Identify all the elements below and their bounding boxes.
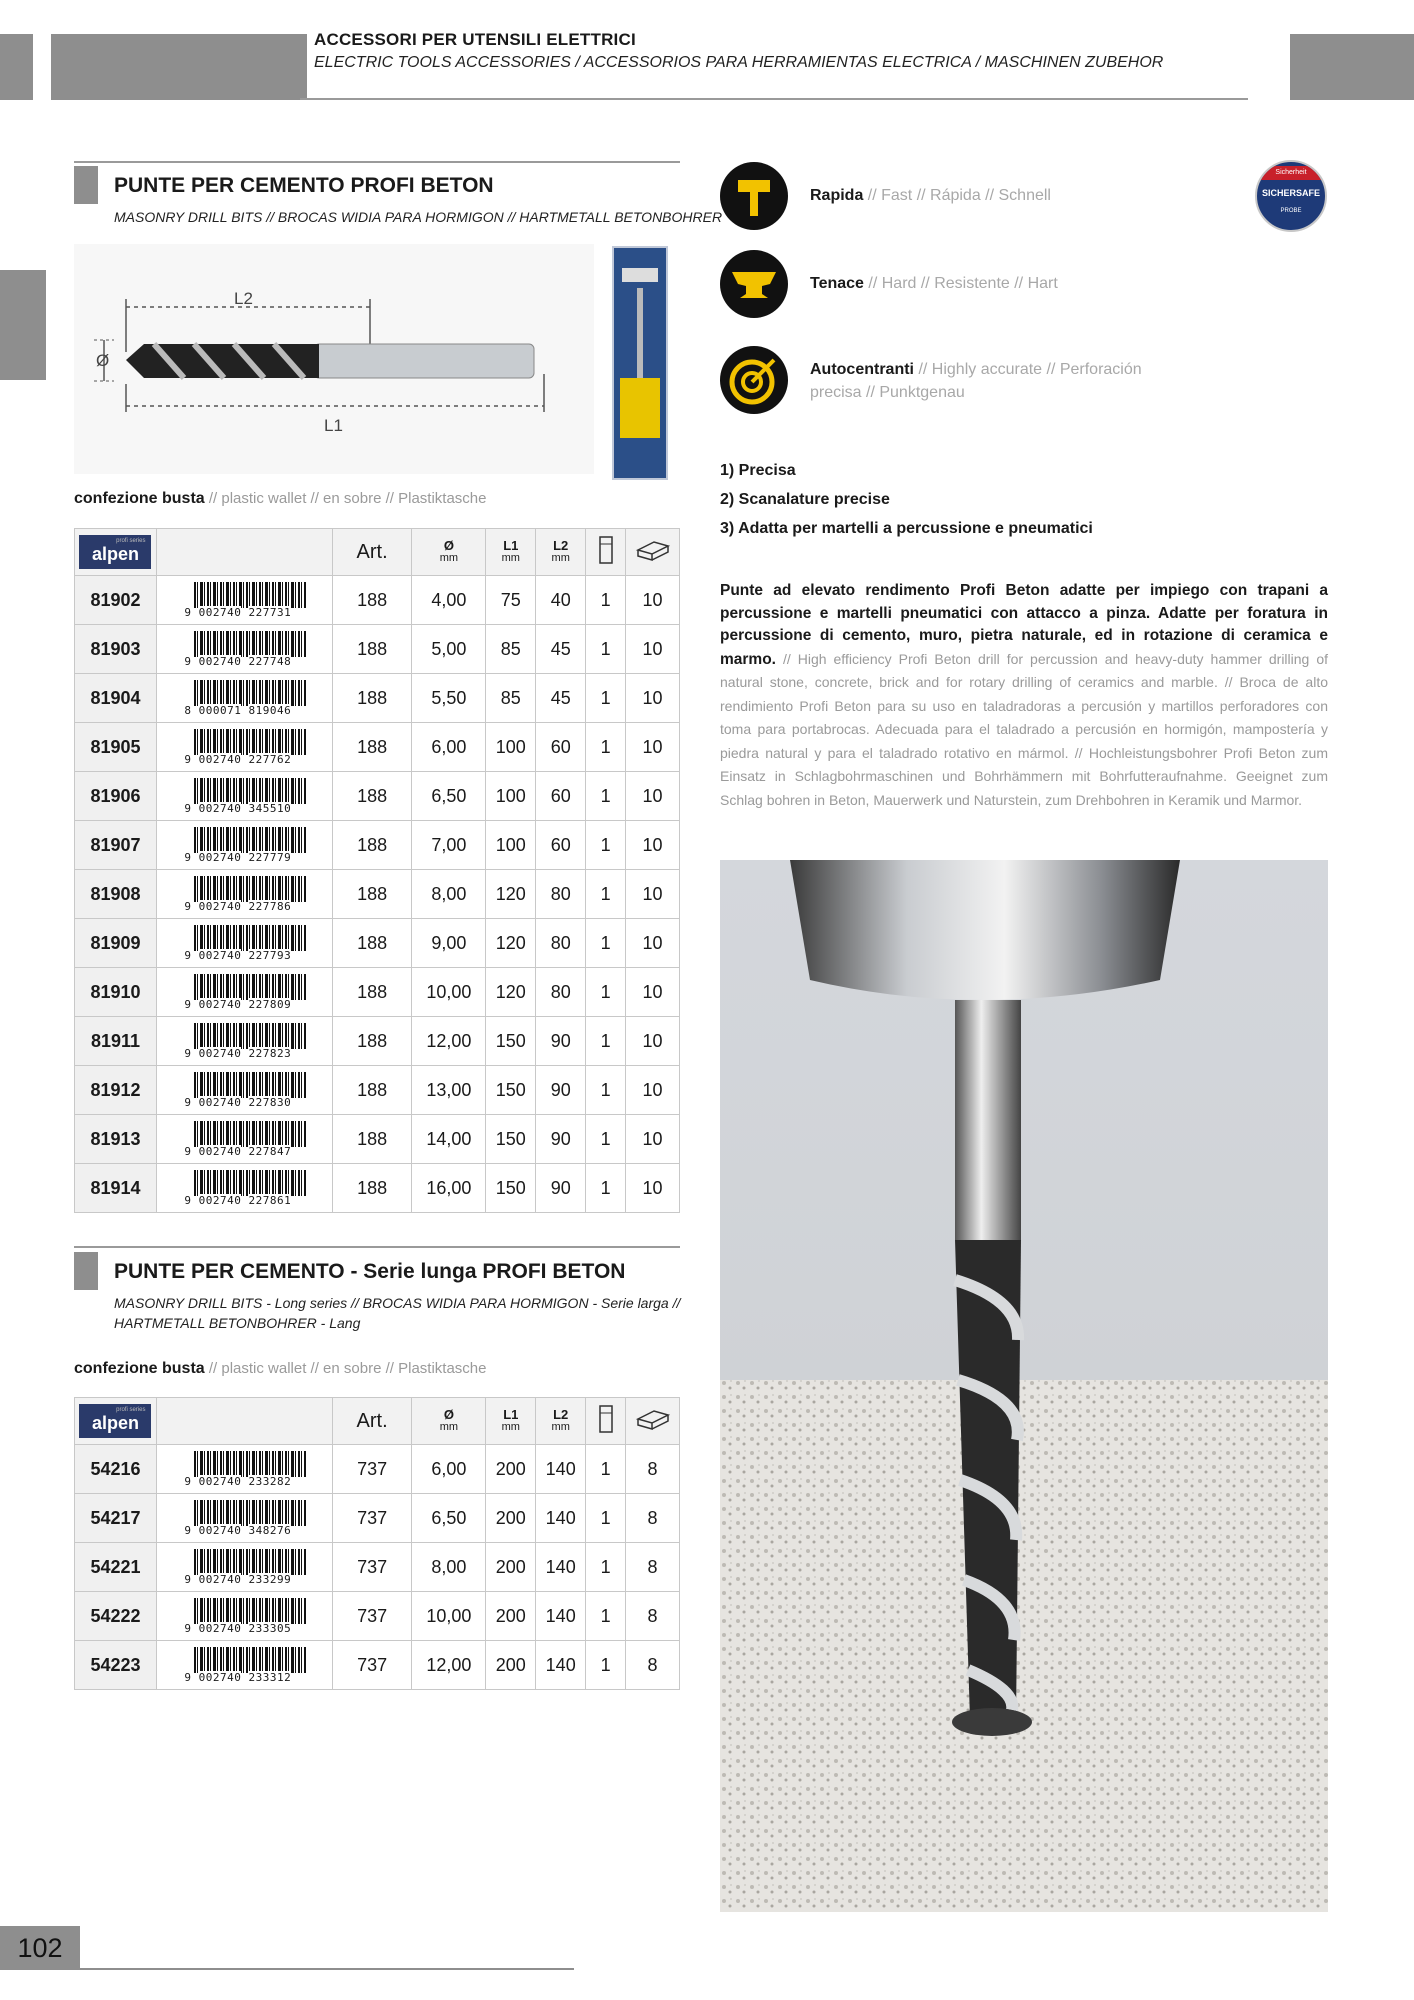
barcode: 9 002740 227847 bbox=[156, 1115, 332, 1164]
box-qty: 10 bbox=[626, 919, 680, 968]
table-row bbox=[75, 919, 680, 968]
box-qty: 10 bbox=[626, 576, 680, 625]
l1-value: 120 bbox=[486, 919, 536, 968]
box-qty: 8 bbox=[626, 1592, 680, 1641]
barcode: 9 002740 233299 bbox=[156, 1543, 332, 1592]
section2-marker bbox=[74, 1252, 98, 1290]
barcode: 9 002740 227830 bbox=[156, 1066, 332, 1115]
pack-qty: 1 bbox=[586, 1164, 626, 1213]
box-qty: 8 bbox=[626, 1445, 680, 1494]
drill-photo-svg bbox=[720, 860, 1328, 1912]
l2-value: 45 bbox=[536, 674, 586, 723]
art-number: 188 bbox=[332, 1017, 412, 1066]
art-number: 188 bbox=[332, 919, 412, 968]
label-diameter: Ø bbox=[96, 351, 110, 370]
section1-title: PUNTE PER CEMENTO PROFI BETON bbox=[114, 174, 494, 197]
diameter-value: 6,00 bbox=[412, 723, 486, 772]
diameter-value: 13,00 bbox=[412, 1066, 486, 1115]
footer-line bbox=[0, 1968, 574, 1970]
article-code: 54222 bbox=[75, 1592, 157, 1641]
pack-qty: 1 bbox=[586, 821, 626, 870]
table-row bbox=[75, 625, 680, 674]
unit-pack-icon bbox=[586, 529, 626, 576]
article-code: 54221 bbox=[75, 1543, 157, 1592]
l1-value: 100 bbox=[486, 723, 536, 772]
art-number: 737 bbox=[332, 1543, 412, 1592]
barcode: 9 002740 233282 bbox=[156, 1445, 332, 1494]
diameter-value: 8,00 bbox=[412, 1543, 486, 1592]
section2-title: PUNTE PER CEMENTO - Serie lunga PROFI BETON bbox=[114, 1260, 626, 1283]
diameter-value: 10,00 bbox=[412, 1592, 486, 1641]
barcode: 9 002740 227762 bbox=[156, 723, 332, 772]
table-row bbox=[75, 1543, 680, 1592]
art-number: 188 bbox=[332, 674, 412, 723]
table-row bbox=[75, 674, 680, 723]
barcode: 9 002740 227809 bbox=[156, 968, 332, 1017]
section1-divider bbox=[74, 161, 680, 163]
table-row bbox=[75, 1641, 680, 1690]
diameter-value: 5,00 bbox=[412, 625, 486, 674]
l1-value: 75 bbox=[486, 576, 536, 625]
box-qty: 10 bbox=[626, 1164, 680, 1213]
box-icon bbox=[626, 1398, 680, 1445]
table-header-row bbox=[75, 1398, 680, 1445]
table-row bbox=[75, 576, 680, 625]
diameter-value: 9,00 bbox=[412, 919, 486, 968]
section1-marker bbox=[74, 166, 98, 204]
sichersafe-badge bbox=[1255, 160, 1327, 232]
barcode: 8 000071 819046 bbox=[156, 674, 332, 723]
badge-main: SICHERSAFE bbox=[1261, 188, 1320, 198]
art-number: 737 bbox=[332, 1445, 412, 1494]
pack-qty: 1 bbox=[586, 1592, 626, 1641]
section2-packaging bbox=[74, 1360, 486, 1378]
badge-top: Sicherheit bbox=[1257, 166, 1325, 180]
section1-subtitle: MASONRY DRILL BITS // BROCAS WIDIA PARA HORMIGON // HARTMETALL BETONBOHRER bbox=[114, 209, 723, 225]
box-qty: 10 bbox=[626, 1017, 680, 1066]
table-row bbox=[75, 1115, 680, 1164]
table-row bbox=[75, 821, 680, 870]
drill-diagram-svg bbox=[74, 244, 594, 474]
box-qty: 8 bbox=[626, 1494, 680, 1543]
brand-logo: profi series alpen bbox=[75, 1398, 157, 1445]
diameter-value: 6,50 bbox=[412, 772, 486, 821]
diameter-value: 6,50 bbox=[412, 1494, 486, 1543]
l1-value: 120 bbox=[486, 870, 536, 919]
l2-value: 90 bbox=[536, 1164, 586, 1213]
package-label bbox=[622, 268, 658, 282]
table-row bbox=[75, 1592, 680, 1641]
l2-value: 90 bbox=[536, 1017, 586, 1066]
article-code: 81905 bbox=[75, 723, 157, 772]
header-subtitle: ELECTRIC TOOLS ACCESSORIES / ACCESSORIOS PARA HERRAMIENTAS ELECTRICA / MASCHINEN ZUBEHOR bbox=[314, 54, 1164, 71]
diameter-value: 5,50 bbox=[412, 674, 486, 723]
corner-tab-left bbox=[0, 34, 33, 100]
section2-subtitle-line1: MASONRY DRILL BITS - Long series // BROCAS WIDIA PARA HORMIGON - Serie larga // bbox=[114, 1295, 681, 1311]
label-l1: L1 bbox=[324, 416, 343, 435]
l1-value: 200 bbox=[486, 1592, 536, 1641]
page-number: 102 bbox=[0, 1926, 80, 1968]
art-number: 188 bbox=[332, 821, 412, 870]
unit-pack-icon bbox=[586, 1398, 626, 1445]
pack-qty: 1 bbox=[586, 1543, 626, 1592]
box-qty: 8 bbox=[626, 1641, 680, 1690]
pack-translations: // plastic wallet // en sobre // Plastiktasche bbox=[204, 490, 487, 507]
section1-packaging bbox=[74, 490, 486, 508]
art-number: 737 bbox=[332, 1494, 412, 1543]
pack-qty: 1 bbox=[586, 919, 626, 968]
pack-qty: 1 bbox=[586, 1017, 626, 1066]
label-l2: L2 bbox=[234, 289, 253, 308]
pack-qty: 1 bbox=[586, 674, 626, 723]
feature-list-item-3: 3) Adatta per martelli a percussione e pneumatici bbox=[720, 520, 1093, 537]
pack-qty: 1 bbox=[586, 870, 626, 919]
art-number: 188 bbox=[332, 870, 412, 919]
article-code: 81913 bbox=[75, 1115, 157, 1164]
box-qty: 10 bbox=[626, 1066, 680, 1115]
package-image bbox=[612, 246, 668, 480]
l1-value: 85 bbox=[486, 674, 536, 723]
art-number: 188 bbox=[332, 968, 412, 1017]
l2-value: 140 bbox=[536, 1494, 586, 1543]
l1-value: 200 bbox=[486, 1494, 536, 1543]
box-qty: 10 bbox=[626, 1115, 680, 1164]
l1-value: 200 bbox=[486, 1543, 536, 1592]
art-number: 188 bbox=[332, 772, 412, 821]
box-qty: 10 bbox=[626, 772, 680, 821]
table-row bbox=[75, 723, 680, 772]
section2-divider bbox=[74, 1246, 680, 1248]
barcode: 9 002740 227823 bbox=[156, 1017, 332, 1066]
col-diameter: Ø mm bbox=[412, 529, 486, 576]
l1-value: 100 bbox=[486, 821, 536, 870]
pack-translations: // plastic wallet // en sobre // Plastiktasche bbox=[204, 1360, 487, 1377]
art-number: 188 bbox=[332, 576, 412, 625]
table-row bbox=[75, 1066, 680, 1115]
table-row bbox=[75, 1494, 680, 1543]
art-number: 188 bbox=[332, 1066, 412, 1115]
feature-autocentranti: Autocentranti // Highly accurate // Perforación precisa // Punktgenau bbox=[810, 361, 1142, 401]
l2-value: 90 bbox=[536, 1115, 586, 1164]
col-art: Art. bbox=[332, 1398, 412, 1445]
box-qty: 10 bbox=[626, 674, 680, 723]
l2-value: 60 bbox=[536, 772, 586, 821]
hammer-icon bbox=[720, 162, 788, 230]
diameter-value: 6,00 bbox=[412, 1445, 486, 1494]
header-title: ACCESSORI PER UTENSILI ELETTRICI bbox=[314, 30, 636, 49]
article-code: 54217 bbox=[75, 1494, 157, 1543]
l2-value: 90 bbox=[536, 1066, 586, 1115]
article-code: 81908 bbox=[75, 870, 157, 919]
barcode: 9 002740 233312 bbox=[156, 1641, 332, 1690]
section2-subtitle-line2: HARTMETALL BETONBOHRER - Lang bbox=[114, 1315, 361, 1331]
diameter-value: 16,00 bbox=[412, 1164, 486, 1213]
table-row bbox=[75, 1164, 680, 1213]
article-code: 81902 bbox=[75, 576, 157, 625]
l2-value: 40 bbox=[536, 576, 586, 625]
l1-value: 150 bbox=[486, 1066, 536, 1115]
l2-value: 140 bbox=[536, 1592, 586, 1641]
l1-value: 150 bbox=[486, 1115, 536, 1164]
barcode: 9 002740 227786 bbox=[156, 870, 332, 919]
diameter-value: 4,00 bbox=[412, 576, 486, 625]
drill-diagram bbox=[74, 244, 594, 474]
l2-value: 45 bbox=[536, 625, 586, 674]
article-code: 81907 bbox=[75, 821, 157, 870]
box-qty: 10 bbox=[626, 968, 680, 1017]
l2-value: 60 bbox=[536, 723, 586, 772]
art-number: 188 bbox=[332, 625, 412, 674]
l1-value: 150 bbox=[486, 1164, 536, 1213]
feature-rapida: Rapida // Fast // Rápida // Schnell bbox=[810, 187, 1051, 204]
badge-bottom: PROBE bbox=[1280, 208, 1302, 214]
article-code: 54223 bbox=[75, 1641, 157, 1690]
pack-qty: 1 bbox=[586, 1115, 626, 1164]
col-l1: L1 mm bbox=[486, 1398, 536, 1445]
table-row bbox=[75, 968, 680, 1017]
feature-list-item-2: 2) Scanalature precise bbox=[720, 491, 890, 508]
l2-value: 80 bbox=[536, 919, 586, 968]
l1-value: 100 bbox=[486, 772, 536, 821]
l2-value: 140 bbox=[536, 1543, 586, 1592]
barcode: 9 002740 227731 bbox=[156, 576, 332, 625]
box-qty: 10 bbox=[626, 625, 680, 674]
table-row bbox=[75, 870, 680, 919]
diameter-value: 14,00 bbox=[412, 1115, 486, 1164]
diameter-value: 8,00 bbox=[412, 870, 486, 919]
pack-label: confezione busta bbox=[74, 490, 205, 507]
article-code: 81910 bbox=[75, 968, 157, 1017]
l1-value: 85 bbox=[486, 625, 536, 674]
col-diameter: Ø mm bbox=[412, 1398, 486, 1445]
box-qty: 8 bbox=[626, 1543, 680, 1592]
l1-value: 120 bbox=[486, 968, 536, 1017]
art-number: 737 bbox=[332, 1592, 412, 1641]
table-header-row bbox=[75, 529, 680, 576]
barcode: 9 002740 227861 bbox=[156, 1164, 332, 1213]
target-icon bbox=[720, 346, 788, 414]
col-l2: L2 mm bbox=[536, 529, 586, 576]
pack-qty: 1 bbox=[586, 1641, 626, 1690]
anvil-icon bbox=[720, 250, 788, 318]
corner-tab-right bbox=[1290, 34, 1414, 100]
art-number: 188 bbox=[332, 723, 412, 772]
article-code: 54216 bbox=[75, 1445, 157, 1494]
barcode: 9 002740 227779 bbox=[156, 821, 332, 870]
feature-list-item-1: 1) Precisa bbox=[720, 462, 796, 479]
diameter-value: 10,00 bbox=[412, 968, 486, 1017]
drill-photo bbox=[720, 860, 1328, 1912]
art-number: 188 bbox=[332, 1164, 412, 1213]
l2-value: 140 bbox=[536, 1445, 586, 1494]
pack-qty: 1 bbox=[586, 1494, 626, 1543]
product-description bbox=[720, 580, 1328, 812]
pack-qty: 1 bbox=[586, 968, 626, 1017]
header-divider bbox=[300, 98, 1248, 100]
diameter-value: 7,00 bbox=[412, 821, 486, 870]
pack-qty: 1 bbox=[586, 1445, 626, 1494]
side-tab bbox=[0, 270, 46, 380]
barcode: 9 002740 348276 bbox=[156, 1494, 332, 1543]
barcode: 9 002740 345510 bbox=[156, 772, 332, 821]
box-qty: 10 bbox=[626, 870, 680, 919]
pack-qty: 1 bbox=[586, 576, 626, 625]
product-table-2 bbox=[74, 1397, 680, 1690]
diameter-value: 12,00 bbox=[412, 1017, 486, 1066]
article-code: 81912 bbox=[75, 1066, 157, 1115]
pack-qty: 1 bbox=[586, 723, 626, 772]
l2-value: 80 bbox=[536, 968, 586, 1017]
col-l1: L1 mm bbox=[486, 529, 536, 576]
description-translations: // High efficiency Profi Beton drill for percussion and heavy-duty hammer drilling of natural stone, concrete, brick and for rotary drilling of ceramics and marble. // Broca de alto rendimiento Profi Beton para su uso en taladradoras a percusión y martillos perforadores con toma para portabrocas. Adecuada para el taladrado a percusión en hormigón, mampostería y piedra natural y para el taladrado rotativo en mármol. // Hochleistungsbohrer Profi Beton zum Einsatz in Schlagbohrmaschinen und Bohrhämmern mit Bohrfutteraufnahme. Geeignet zum Schlag bohren in Beton, Mauerwerk und Naturstein, zum Drehbohren in Keramik und Marmor. bbox=[720, 650, 1328, 808]
barcode: 9 002740 227793 bbox=[156, 919, 332, 968]
l1-value: 200 bbox=[486, 1445, 536, 1494]
package-sticker bbox=[620, 378, 660, 438]
l2-value: 60 bbox=[536, 821, 586, 870]
description-italian: Punte ad elevato rendimento Profi Beton adatte per impiego con trapani a percussione e martelli pneumatici con attacco a pinza. Adatte per foratura in percussione di cemento, muro, pietra naturale, ed in rotazione di ceramica e marmo. bbox=[720, 582, 1328, 668]
box-qty: 10 bbox=[626, 821, 680, 870]
article-code: 81904 bbox=[75, 674, 157, 723]
pack-label: confezione busta bbox=[74, 1360, 205, 1377]
col-art: Art. bbox=[332, 529, 412, 576]
barcode: 9 002740 227748 bbox=[156, 625, 332, 674]
article-code: 81911 bbox=[75, 1017, 157, 1066]
table-row bbox=[75, 1017, 680, 1066]
diameter-value: 12,00 bbox=[412, 1641, 486, 1690]
article-code: 81914 bbox=[75, 1164, 157, 1213]
header-tab bbox=[51, 34, 307, 100]
brand-logo: profi series alpen bbox=[75, 529, 157, 576]
l1-value: 200 bbox=[486, 1641, 536, 1690]
product-table-1 bbox=[74, 528, 680, 1213]
pack-qty: 1 bbox=[586, 625, 626, 674]
box-qty: 10 bbox=[626, 723, 680, 772]
table-row bbox=[75, 1445, 680, 1494]
article-code: 81909 bbox=[75, 919, 157, 968]
table-row bbox=[75, 772, 680, 821]
box-icon bbox=[626, 529, 680, 576]
pack-qty: 1 bbox=[586, 1066, 626, 1115]
l1-value: 150 bbox=[486, 1017, 536, 1066]
pack-qty: 1 bbox=[586, 772, 626, 821]
feature-tenace: Tenace // Hard // Resistente // Hart bbox=[810, 275, 1058, 292]
barcode: 9 002740 233305 bbox=[156, 1592, 332, 1641]
col-l2: L2 mm bbox=[536, 1398, 586, 1445]
l2-value: 80 bbox=[536, 870, 586, 919]
l2-value: 140 bbox=[536, 1641, 586, 1690]
art-number: 737 bbox=[332, 1641, 412, 1690]
art-number: 188 bbox=[332, 1115, 412, 1164]
article-code: 81903 bbox=[75, 625, 157, 674]
article-code: 81906 bbox=[75, 772, 157, 821]
